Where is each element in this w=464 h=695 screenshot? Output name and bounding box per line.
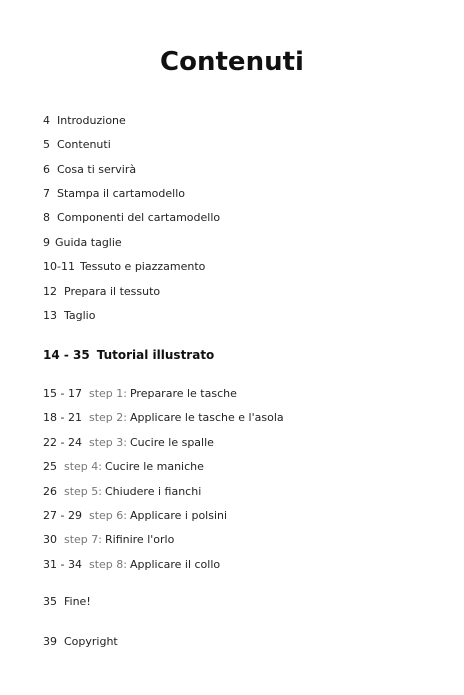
toc-section-label: Tutorial illustrato (96, 348, 215, 362)
toc-label: Applicare i polsini (129, 509, 228, 522)
step-number: step 8: (88, 558, 127, 571)
toc-label: Copyright (64, 635, 118, 648)
toc-page: 4 (43, 114, 50, 127)
toc-page: 35 (43, 595, 57, 608)
toc-page: 5 (43, 138, 50, 151)
toc-label: Chiudere i fianchi (105, 485, 202, 498)
toc-label: Cucire le spalle (129, 436, 214, 449)
toc-label: Prepara il tessuto (64, 285, 161, 298)
toc-item[interactable] (43, 138, 111, 152)
toc-page: 9 (43, 236, 50, 249)
toc-item[interactable] (43, 187, 185, 201)
toc-item[interactable] (43, 236, 122, 250)
page-title: Contenuti (160, 47, 304, 77)
toc-label: Preparare le tasche (129, 387, 237, 400)
toc-page: 25 (43, 460, 57, 473)
toc-label: Tessuto e piazzamento (79, 260, 206, 273)
toc-item[interactable] (43, 595, 91, 609)
toc-item[interactable] (43, 260, 205, 274)
step-number: step 1: (88, 387, 127, 400)
step-number: step 7: (64, 533, 102, 546)
toc-item[interactable] (43, 163, 136, 177)
toc-label: Componenti del cartamodello (57, 211, 221, 224)
toc-step-item[interactable] (43, 436, 214, 450)
toc-page: 18 - 21 (43, 411, 82, 424)
toc-page: 10-11 (43, 260, 75, 273)
toc-step-item[interactable] (43, 411, 284, 425)
toc-page: 27 - 29 (43, 509, 82, 522)
toc-step-item[interactable] (43, 485, 201, 499)
toc-page: 26 (43, 485, 57, 498)
step-number: step 6: (88, 509, 127, 522)
toc-label: Rifinire l'orlo (105, 533, 175, 546)
toc-label: Cosa ti servirà (57, 163, 137, 176)
toc-section-heading[interactable] (43, 347, 214, 363)
toc-page: 12 (43, 285, 57, 298)
toc-item[interactable] (43, 309, 95, 323)
toc-page: 31 - 34 (43, 558, 82, 571)
toc-step-item[interactable] (43, 509, 227, 523)
toc-step-item[interactable] (43, 460, 204, 474)
toc-step-item[interactable] (43, 558, 220, 572)
toc-step-item[interactable] (43, 533, 174, 547)
toc-item[interactable] (43, 114, 126, 128)
toc-item[interactable] (43, 635, 118, 649)
toc-page: 39 (43, 635, 57, 648)
step-number: step 4: (64, 460, 102, 473)
toc-page: 6 (43, 163, 50, 176)
toc-label: Fine! (64, 595, 91, 608)
toc-page: 8 (43, 211, 50, 224)
toc-label: Applicare il collo (129, 558, 221, 571)
toc-page: 7 (43, 187, 50, 200)
toc-label: Contenuti (57, 138, 111, 151)
toc-page: 30 (43, 533, 57, 546)
step-number: step 5: (64, 485, 102, 498)
toc-label: Guida taglie (55, 236, 122, 249)
toc-page: 15 - 17 (43, 387, 82, 400)
toc-label: Taglio (64, 309, 96, 322)
toc-label: Introduzione (57, 114, 126, 127)
toc-item[interactable] (43, 211, 220, 225)
toc-label: Stampa il cartamodello (57, 187, 185, 200)
toc-section-pages: 14 - 35 (43, 348, 90, 362)
step-number: step 2: (88, 411, 127, 424)
toc-step-item[interactable] (43, 387, 237, 401)
step-number: step 3: (88, 436, 127, 449)
toc-label: Cucire le maniche (105, 460, 204, 473)
toc-label: Applicare le tasche e l'asola (129, 411, 284, 424)
toc-page: 22 - 24 (43, 436, 82, 449)
toc-item[interactable] (43, 285, 160, 299)
toc-page: 13 (43, 309, 57, 322)
